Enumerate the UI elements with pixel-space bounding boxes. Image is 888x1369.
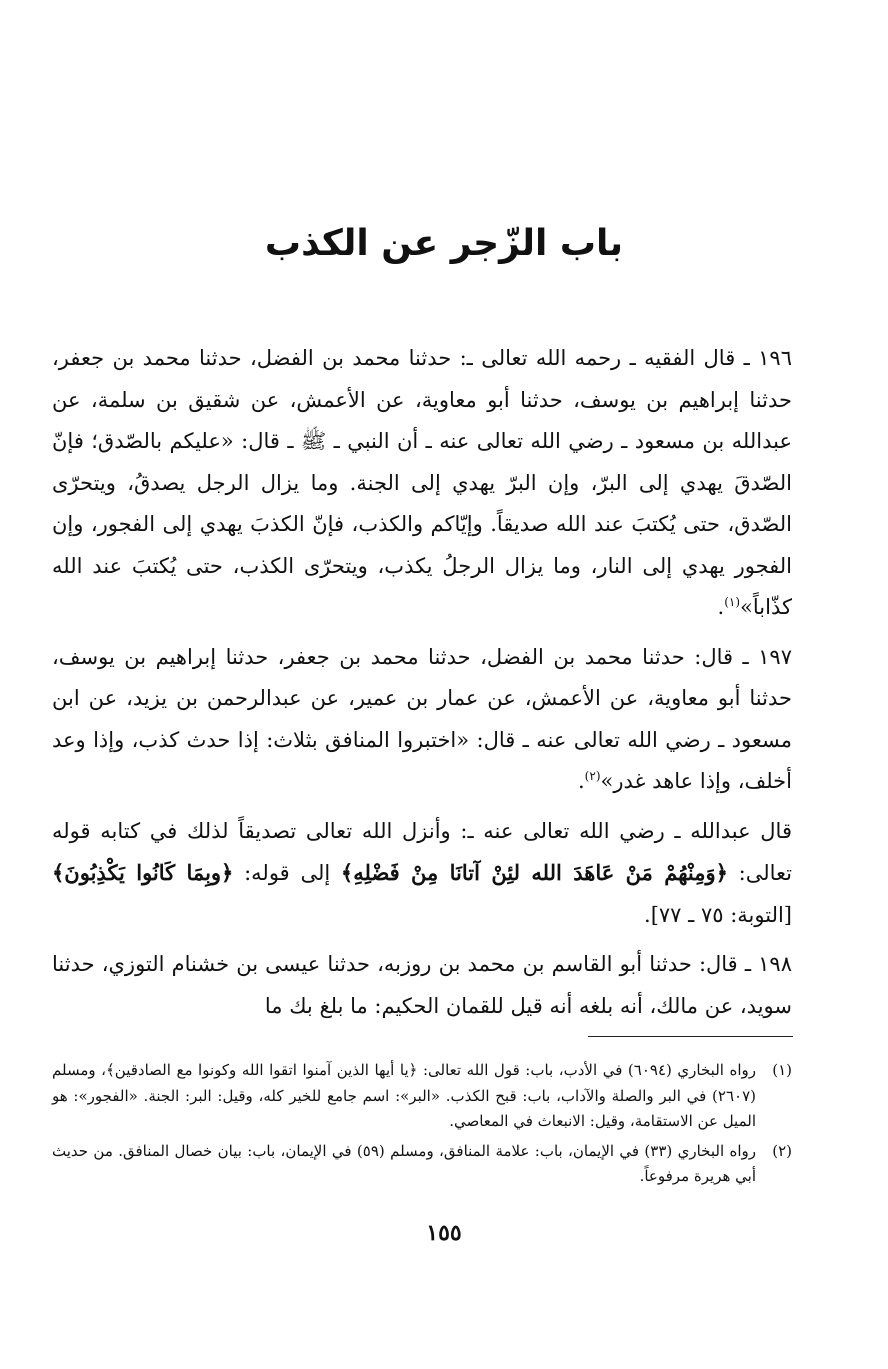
- quran-reference: [التوبة: ٧٥ ـ ٧٧].: [644, 902, 792, 927]
- hadith-197-text: ١٩٧ ـ قال: حدثنا محمد بن الفضل، حدثنا محمد بن جعفر، حدثنا إبراهيم بن يوسف، حدثنا أبو معاوية، عن الأعمش، عن عمار بن عمير، عن عبدالرحمن بن يزيد، عن ابن مسعود ـ رضي الله تعالى عنه ـ قال: «اختبروا المنافق بثلاث: إذا حدث كذب، وإذا وعد أخلف، وإذا عاهد غدر»: [52, 644, 792, 793]
- hadith-196-end: .: [717, 595, 725, 619]
- footnote-1: [52, 1058, 792, 1135]
- hadith-196-text: ١٩٦ ـ قال الفقيه ـ رحمه الله تعالى ـ: حدثنا محمد بن الفضل، حدثنا محمد بن جعفر، حدثنا إبراهيم بن يوسف، حدثنا أبو معاوية، عن الأعمش، عن شقيق بن سلمة، عن عبدالله بن مسعود ـ رضي الله تعالى عنه ـ أن النبي ـ ﷺ ـ قال: «عليكم بالصّدق؛ فإنّ الصّدقَ يهدي إلى البرّ، وإن البرّ يهدي إلى الجنة. وما يزال الرجل يصدقُ، ويتحرّى الصّدق، حتى يُكتبَ عند الله صديقاً. وإيّاكم والكذب، فإنّ الكذبَ يهدي إلى الفجور، وإن الفجور يهدي إلى النار، وما يزال الرجلُ يكذب، ويتحرّى الكذب، حتى يُكتبَ عند الله كذّاباً»: [52, 346, 792, 619]
- hadith-197-commentary: [52, 811, 792, 937]
- hadith-197: [52, 637, 792, 803]
- commentary-intro: قال عبدالله ـ رضي الله تعالى عنه ـ: وأنزل الله تعالى تصديقاً لذلك في كتابه قوله تعالى:: [52, 818, 792, 885]
- footnote-2: [52, 1139, 792, 1190]
- footnote-divider: [588, 1036, 793, 1037]
- footnote-ref-2[interactable]: (٢): [584, 769, 601, 783]
- hadith-198: ١٩٨ ـ قال: حدثنا أبو القاسم بن محمد بن روزبه، حدثنا عيسى بن خشنام التوزي، حدثنا سويد، عن مالك، أنه بلغه أنه قيل للقمان الحكيم: ما بلغ بك ما: [52, 952, 792, 1018]
- main-text: [52, 338, 792, 1027]
- footnote-ref-1[interactable]: (١): [724, 595, 741, 609]
- footnotes: [52, 1058, 792, 1194]
- chapter-title: باب الزّجر عن الكذب: [264, 223, 624, 265]
- footnote-number: (٢): [772, 1141, 792, 1160]
- hadith-196: [52, 338, 792, 629]
- hadith-197-end: .: [577, 769, 585, 793]
- page-number: ١٥٥: [426, 1220, 462, 1246]
- footnote-number: (١): [772, 1061, 792, 1079]
- quran-verse-1: ﴿وَمِنْهُمْ مَنْ عَاهَدَ الله لئِنْ آتانَا مِنْ فَضْلِهِ﴾: [340, 860, 728, 885]
- footnote-text: رواه البخاري (٣٣) في الإيمان، باب: علامة المنافق، ومسلم (٥٩) في الإيمان، باب: بيان خصال المنافق. من حديث أبي هريرة مرفوعاً.: [52, 1141, 756, 1185]
- footnote-text: رواه البخاري (٦٠٩٤) في الأدب، باب: قول الله تعالى: ﴿يا أيها الذين آمنوا اتقوا الله وكونوا مع الصادقين﴾، ومسلم (٢٦٠٧) في البر والصلة والآداب، باب: قبح الكذب. «البر»: اسم جامع للخير كله، وقيل: البر: الجنة. «الفجور»: هو الميل عن الاستقامة، وقيل: الانبعاث في المعاصي.: [52, 1061, 756, 1130]
- commentary-mid: إلى قوله:: [233, 861, 341, 885]
- quran-verse-2: ﴿وبِمَا كَانُوا يَكْذِبُونَ﴾: [52, 860, 234, 885]
